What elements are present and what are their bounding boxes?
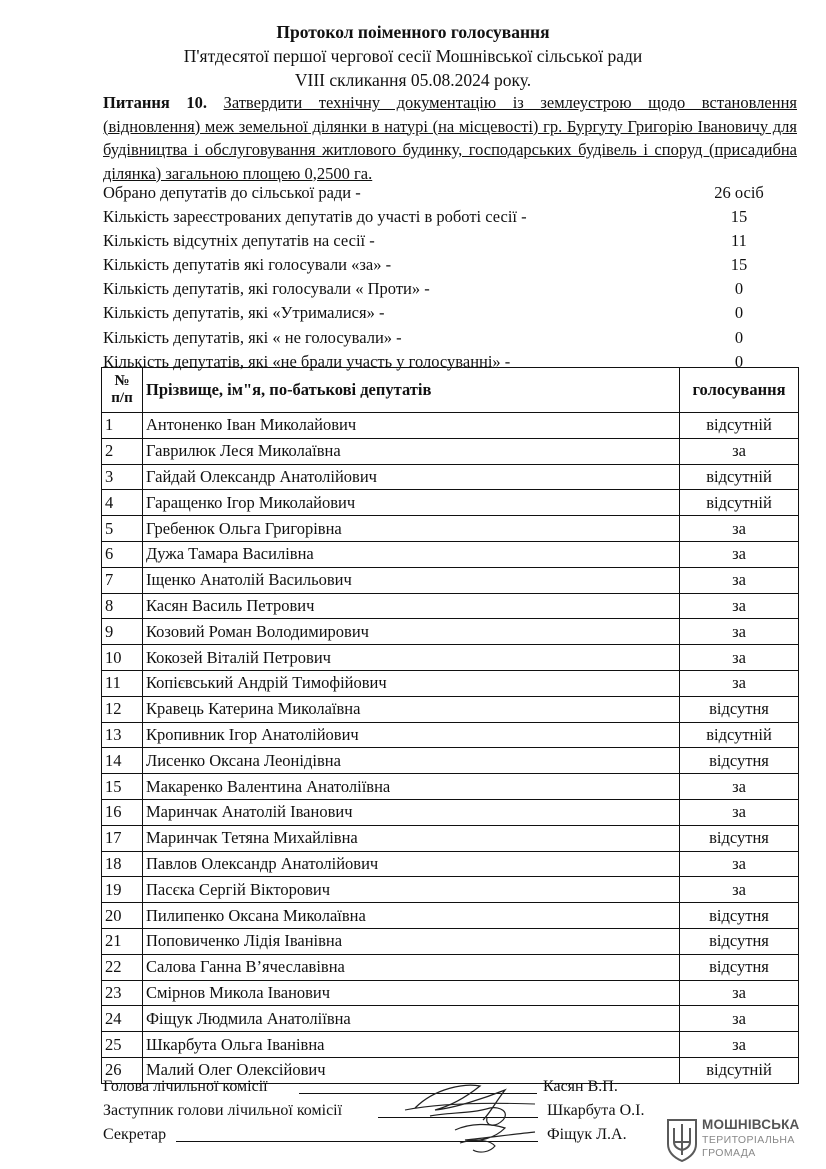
vote-result: відсутній [680, 464, 799, 490]
voting-table [101, 367, 799, 1084]
row-number: 5 [102, 516, 143, 542]
vote-result: за [680, 541, 799, 567]
deputy-name: Малий Олег Олексійович [143, 1057, 680, 1083]
table-row [102, 722, 799, 748]
row-number: 11 [102, 670, 143, 696]
vote-result: за [680, 851, 799, 877]
row-number: 8 [102, 593, 143, 619]
deputy-name: Поповиченко Лідія Іванівна [143, 928, 680, 954]
row-number: 20 [102, 903, 143, 929]
table-header-row [102, 368, 799, 413]
header-number-label: № п/п [111, 373, 133, 406]
vote-result: за [680, 567, 799, 593]
vote-result: за [680, 619, 799, 645]
deputy-name: Кропивник Ігор Анатолійович [143, 722, 680, 748]
deputy-name: Пасєка Сергій Вікторович [143, 877, 680, 903]
deputy-name: Маринчак Тетяна Михайлівна [143, 825, 680, 851]
deputy-name: Маринчак Анатолій Іванович [143, 799, 680, 825]
vote-result: відсутній [680, 1057, 799, 1083]
row-number: 12 [102, 696, 143, 722]
question-label: Питання 10. [103, 93, 207, 112]
stat-label: Кількість відсутніх депутатів на сесії - [103, 231, 375, 251]
row-number: 1 [102, 413, 143, 439]
stat-row [103, 253, 797, 277]
row-number: 17 [102, 825, 143, 851]
vote-result: за [680, 799, 799, 825]
signature-role: Заступник голови лічильної комісії [103, 1102, 343, 1119]
session-line: П'ятдесятої першої чергової сесії Мошнівської сільської ради [183, 46, 643, 66]
row-number: 23 [102, 980, 143, 1006]
table-row [102, 799, 799, 825]
stat-label: Кількість депутатів які голосували «за» - [103, 255, 392, 275]
signature-deputy-head [103, 1100, 663, 1124]
vote-result: за [680, 670, 799, 696]
stat-label: Кількість депутатів, які «не брали участь у голосуванні» - [103, 351, 511, 371]
row-number: 21 [102, 928, 143, 954]
row-number: 24 [102, 1006, 143, 1032]
row-number: 6 [102, 541, 143, 567]
table-row [102, 1032, 799, 1058]
header-vote: голосування [680, 368, 799, 413]
signature-block [103, 1076, 663, 1148]
stat-row [103, 301, 797, 325]
row-number: 19 [102, 877, 143, 903]
table-row [102, 516, 799, 542]
logo-name: МОШНІВСЬКА [702, 1117, 800, 1132]
vote-result: відсутня [680, 928, 799, 954]
community-logo [665, 1114, 815, 1164]
stat-label: Обрано депутатів до сільської ради - [103, 183, 361, 202]
convocation-line: VIII скликання 05.08.2024 року. [294, 70, 532, 90]
row-number: 14 [102, 748, 143, 774]
deputy-name: Козовий Роман Володимирович [143, 619, 680, 645]
vote-result: за [680, 877, 799, 903]
deputy-name: Гайдай Олександр Анатолійович [143, 464, 680, 490]
stat-label: Кількість депутатів, які голосували « Проти» - [103, 279, 430, 299]
signature-secretary [103, 1124, 663, 1148]
deputy-name: Павлов Олександр Анатолійович [143, 851, 680, 877]
table-row [102, 619, 799, 645]
stat-label: Кількість депутатів, які « не голосували» - [103, 327, 402, 347]
table-row [102, 413, 799, 439]
stat-label: Кількість зареєстрованих депутатів до участі в роботі сесії - [103, 207, 527, 227]
table-row [102, 748, 799, 774]
signature-name: Касян В.П. [543, 1078, 618, 1095]
table-row [102, 438, 799, 464]
stat-value: 0 [734, 327, 744, 347]
stat-row [103, 229, 797, 253]
question-text: Затвердити технічну документацію із землеустрою щодо встановлення (відновлення) меж земельної ділянки в натурі (на місцевості) гр. Бургуту Григорію Івановичу для будівництва і обслуговування житлового будинку, господарських будівель і споруд (присадибна ділянка) загальною площею 0,2500 га. [103, 93, 798, 183]
stat-row [103, 326, 797, 350]
document-title: Протокол поіменного голосування [276, 22, 550, 42]
row-number: 2 [102, 438, 143, 464]
vote-result: за [680, 593, 799, 619]
voting-statistics [103, 181, 797, 374]
deputy-name: Іщенко Анатолій Васильович [143, 567, 680, 593]
table-row [102, 696, 799, 722]
table-row [102, 670, 799, 696]
table-row [102, 851, 799, 877]
deputy-name: Фіщук Людмила Анатоліївна [143, 1006, 680, 1032]
handwritten-signature [395, 1068, 545, 1158]
deputy-name: Копієвський Андрій Тимофійович [143, 670, 680, 696]
deputy-name: Дужа Тамара Василівна [143, 541, 680, 567]
vote-result: відсутня [680, 748, 799, 774]
vote-result: відсутній [680, 722, 799, 748]
header-name: Прізвище, ім"я, по-батькові депутатів [143, 368, 680, 413]
vote-result: відсутня [680, 696, 799, 722]
deputy-name: Касян Василь Петрович [143, 593, 680, 619]
row-number: 26 [102, 1057, 143, 1083]
row-number: 18 [102, 851, 143, 877]
vote-result: за [680, 1006, 799, 1032]
row-number: 10 [102, 645, 143, 671]
signature-role: Голова лічильної комісії [103, 1078, 268, 1095]
logo-subtitle-2: ГРОМАДА [702, 1147, 756, 1159]
table-row [102, 593, 799, 619]
agenda-question [103, 91, 797, 185]
signature-counting-head [103, 1076, 663, 1100]
table-row [102, 1006, 799, 1032]
vote-result: за [680, 774, 799, 800]
vote-result: відсутня [680, 903, 799, 929]
table-row [102, 954, 799, 980]
vote-result: відсутня [680, 825, 799, 851]
deputy-name: Лисенко Оксана Леонідівна [143, 748, 680, 774]
vote-result: відсутня [680, 954, 799, 980]
deputy-name: Кравець Катерина Миколаївна [143, 696, 680, 722]
table-row [102, 877, 799, 903]
deputy-name: Макаренко Валентина Анатоліївна [143, 774, 680, 800]
stat-value: 0 [734, 351, 744, 371]
stat-value: 11 [731, 231, 747, 251]
deputy-name: Гребенюк Ольга Григорівна [143, 516, 680, 542]
vote-result: за [680, 980, 799, 1006]
row-number: 16 [102, 799, 143, 825]
deputy-name: Салова Ганна В’ячеславівна [143, 954, 680, 980]
stat-value: 26 осіб [714, 183, 764, 202]
signature-role: Секретар [103, 1126, 167, 1143]
document-header [0, 20, 826, 92]
row-number: 3 [102, 464, 143, 490]
stat-row [103, 181, 797, 205]
vote-result: за [680, 1032, 799, 1058]
vote-result: за [680, 516, 799, 542]
stat-value: 0 [734, 303, 744, 323]
stat-row [103, 277, 797, 301]
stat-row [103, 205, 797, 229]
vote-result: за [680, 438, 799, 464]
stat-value: 15 [730, 255, 748, 275]
row-number: 22 [102, 954, 143, 980]
table-row [102, 774, 799, 800]
trident-icon [665, 1116, 699, 1162]
logo-subtitle-1: ТЕРИТОРІАЛЬНА [702, 1134, 795, 1146]
row-number: 9 [102, 619, 143, 645]
signature-name: Фіщук Л.А. [547, 1126, 627, 1143]
deputy-name: Гаврилюк Леся Миколаївна [143, 438, 680, 464]
deputy-name: Антоненко Іван Миколайович [143, 413, 680, 439]
vote-result: відсутній [680, 413, 799, 439]
table-row [102, 567, 799, 593]
deputy-name: Пилипенко Оксана Миколаївна [143, 903, 680, 929]
row-number: 25 [102, 1032, 143, 1058]
table-row [102, 980, 799, 1006]
voting-table-body [102, 413, 799, 1084]
row-number: 7 [102, 567, 143, 593]
row-number: 13 [102, 722, 143, 748]
vote-result: за [680, 645, 799, 671]
table-row [102, 541, 799, 567]
vote-result: відсутній [680, 490, 799, 516]
table-row [102, 903, 799, 929]
table-row [102, 464, 799, 490]
deputy-name: Гаращенко Ігор Миколайович [143, 490, 680, 516]
deputy-name: Шкарбута Ольга Іванівна [143, 1032, 680, 1058]
table-row [102, 645, 799, 671]
stat-label: Кількість депутатів, які «Утрималися» - [103, 303, 385, 323]
row-number: 15 [102, 774, 143, 800]
deputy-name: Кокозей Віталій Петрович [143, 645, 680, 671]
table-row [102, 825, 799, 851]
stat-value: 15 [730, 207, 748, 227]
signature-name: Шкарбута О.І. [547, 1102, 645, 1119]
table-row [102, 928, 799, 954]
row-number: 4 [102, 490, 143, 516]
table-row [102, 490, 799, 516]
stat-value: 0 [734, 279, 744, 299]
deputy-name: Смірнов Микола Іванович [143, 980, 680, 1006]
header-number [102, 368, 143, 413]
